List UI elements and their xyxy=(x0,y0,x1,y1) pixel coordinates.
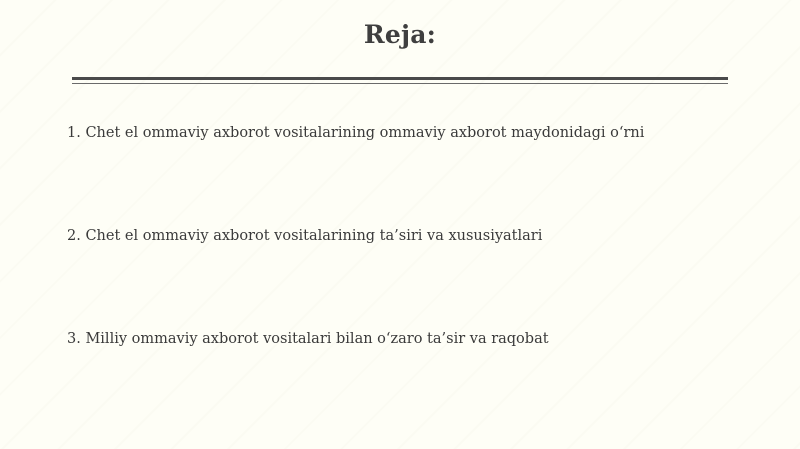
plan-item-3: 3. Milliy ommaviy axborot vositalari bilan o‘zaro ta’sir va raqobat xyxy=(67,331,549,347)
plan-item-1: 1. Chet el ommaviy axborot vositalarining ommaviy axborot maydonidagi o‘rni xyxy=(67,125,645,141)
title-divider-thick xyxy=(72,77,728,80)
slide-title: Reja: xyxy=(363,20,437,49)
plan-item-2: 2. Chet el ommaviy axborot vositalarining ta’siri va xususiyatlari xyxy=(67,228,543,244)
title-divider-thin xyxy=(72,83,728,84)
